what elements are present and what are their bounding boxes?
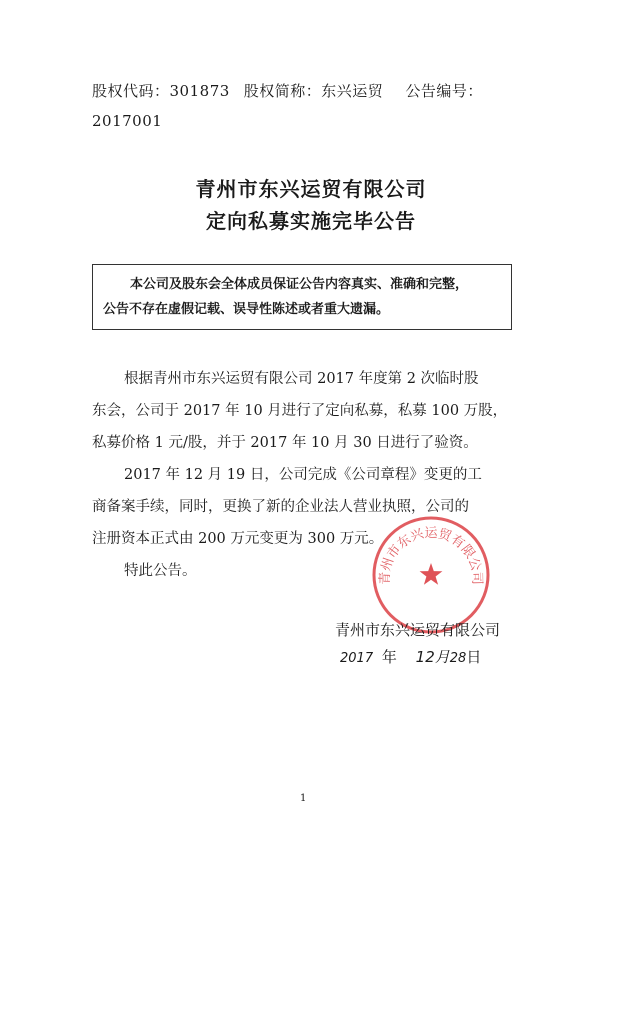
header-line-1 <box>92 80 483 101</box>
notice-box <box>92 264 512 330</box>
header-line-2 <box>92 112 162 130</box>
paragraph-2-line-2: 商备案手续，同时，更换了新的企业法人营业执照，公司的 <box>92 499 469 515</box>
stock-code-label: 股权代码： <box>92 82 170 100</box>
notice-line-1: 本公司及股东会全体成员保证公告内容真实、准确和完整， <box>130 277 469 292</box>
stock-short-value: 东兴运贸 <box>321 82 384 100</box>
paragraph-1-line-2: 东会，公司于 2017 年 10 月进行了定向私募，私募 100 万股， <box>92 403 508 419</box>
notice-number-value: 2017001 <box>92 112 163 130</box>
seal-text: 青州市东兴运贸有限公司 <box>377 526 485 585</box>
date-ri: 日 <box>466 648 482 666</box>
page-number: 1 <box>300 793 307 804</box>
signature-date <box>340 646 481 667</box>
paragraph-1-line-1: 根据青州市东兴运贸有限公司 2017 年度第 2 次临时股 <box>124 371 479 387</box>
date-nian: 年 <box>381 648 397 666</box>
paragraph-3: 特此公告。 <box>124 563 197 579</box>
date-year: 2017 <box>340 651 374 666</box>
date-day: 28 <box>449 651 467 666</box>
document-title-line-2: 定向私募实施完毕公告 <box>206 209 416 233</box>
paragraph-1-line-3: 私募价格 1 元/股，并于 2017 年 10 月 30 日进行了验资。 <box>92 435 478 451</box>
document-title-line-1: 青州市东兴运贸有限公司 <box>195 177 427 201</box>
signature-company: 青州市东兴运贸有限公司 <box>335 621 501 639</box>
paragraph-2-line-1: 2017 年 12 月 19 日，公司完成《公司章程》变更的工 <box>124 467 482 483</box>
stock-short-label: 股权简称： <box>243 82 322 100</box>
stock-code-value: 301873 <box>169 82 230 100</box>
notice-line-2: 公告不存在虚假记载、误导性陈述或者重大遗漏。 <box>103 302 390 317</box>
date-month: 12月 <box>415 648 450 666</box>
company-seal <box>371 515 491 635</box>
seal-star-icon <box>420 563 443 585</box>
paragraph-2-line-3: 注册资本正式由 200 万元变更为 300 万元。 <box>92 531 384 547</box>
notice-number-label: 公告编号： <box>405 82 483 100</box>
